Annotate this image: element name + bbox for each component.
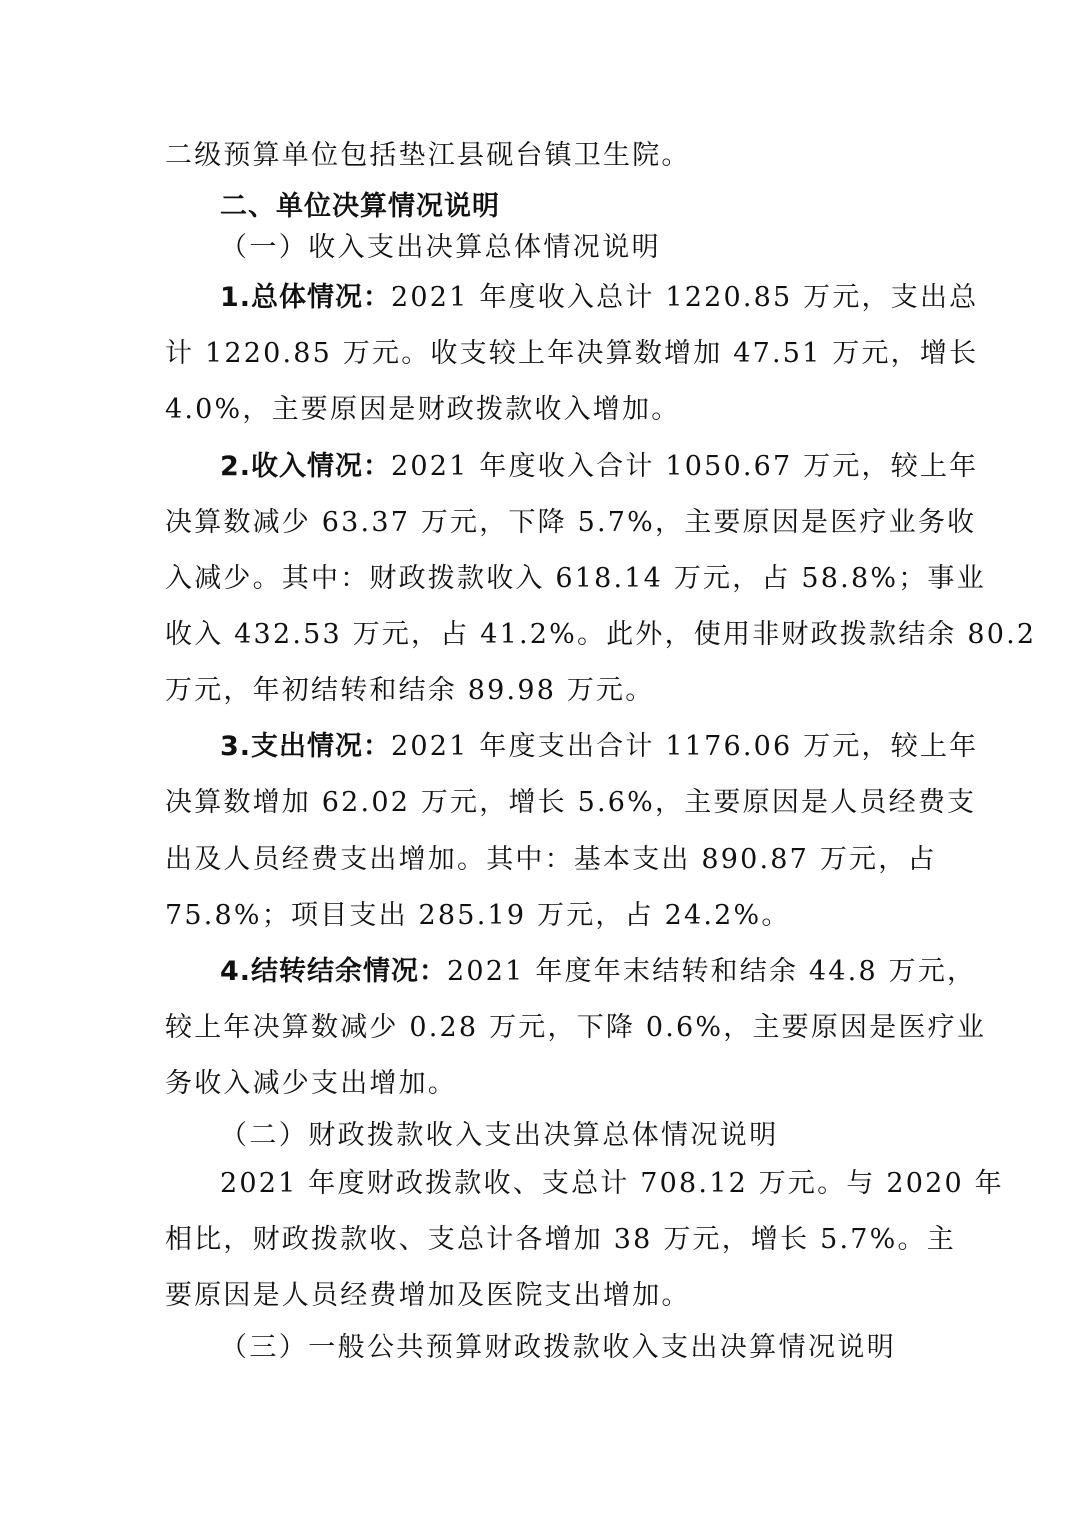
p3-line-2: 决算数增加 62.02 万元，增长 5.6%，主要原因是人员经费支 (165, 787, 977, 818)
section-title: 二、单位决算情况说明 (220, 191, 500, 222)
p3-line-1 (220, 727, 979, 767)
p1-lead: 1.总体情况： (220, 282, 392, 313)
p5-line-3: 要原因是人员经费增加及医院支出增加。 (165, 1280, 691, 1311)
p4-line-2: 较上年决算数减少 0.28 万元，下降 0.6%，主要原因是医疗业 (165, 1012, 987, 1043)
p1-line-1 (220, 278, 979, 318)
p2-line-2: 决算数减少 63.37 万元，下降 5.7%，主要原因是医疗业务收 (165, 507, 977, 538)
p1-line-1-text: 2021 年度收入总计 1220.85 万元，支出总 (391, 282, 979, 313)
p3-lead: 3.支出情况： (220, 731, 392, 762)
p2-line-5: 万元，年初结转和结余 89.98 万元。 (165, 675, 655, 706)
p1-line-2: 计 1220.85 万元。收支较上年决算数增加 47.51 万元，增长 (165, 338, 979, 369)
p4-lead: 4.结转结余情况： (220, 956, 448, 987)
p2-line-1 (220, 447, 979, 487)
p3-line-1-text: 2021 年度支出合计 1176.06 万元，较上年 (391, 731, 979, 762)
p2-line-1-text: 2021 年度收入合计 1050.67 万元，较上年 (391, 451, 979, 482)
p2-line-4: 收入 432.53 万元，占 41.2%。此外，使用非财政拨款结余 80.2 (165, 619, 1037, 650)
p5-line-1: 2021 年度财政拨款收、支总计 708.12 万元。与 2020 年 (220, 1168, 1004, 1199)
p4-line-1 (220, 952, 977, 992)
p4-line-1-text: 2021 年度年末结转和结余 44.8 万元， (447, 956, 977, 987)
subsection-1-title: （一）收入支出决算总体情况说明 (220, 232, 661, 263)
p3-line-4: 75.8%；项目支出 285.19 万元，占 24.2%。 (165, 900, 791, 931)
subsection-3-title: （三）一般公共预算财政拨款收入支出决算情况说明 (220, 1332, 897, 1363)
p4-line-3: 务收入减少支出增加。 (165, 1068, 457, 1099)
p5-line-2: 相比，财政拨款收、支总计各增加 38 万元，增长 5.7%。主 (165, 1224, 956, 1255)
p3-line-3: 出及人员经费支出增加。其中：基本支出 890.87 万元，占 (165, 844, 937, 875)
p2-lead: 2.收入情况： (220, 451, 392, 482)
p2-line-3: 入减少。其中：财政拨款收入 618.14 万元，占 58.8%；事业 (165, 563, 986, 594)
subsection-2-title: （二）财政拨款收入支出决算总体情况说明 (220, 1120, 779, 1151)
p1-line-3: 4.0%，主要原因是财政拨款收入增加。 (165, 394, 681, 425)
intro-line: 二级预算单位包括垫江县砚台镇卫生院。 (165, 140, 691, 171)
